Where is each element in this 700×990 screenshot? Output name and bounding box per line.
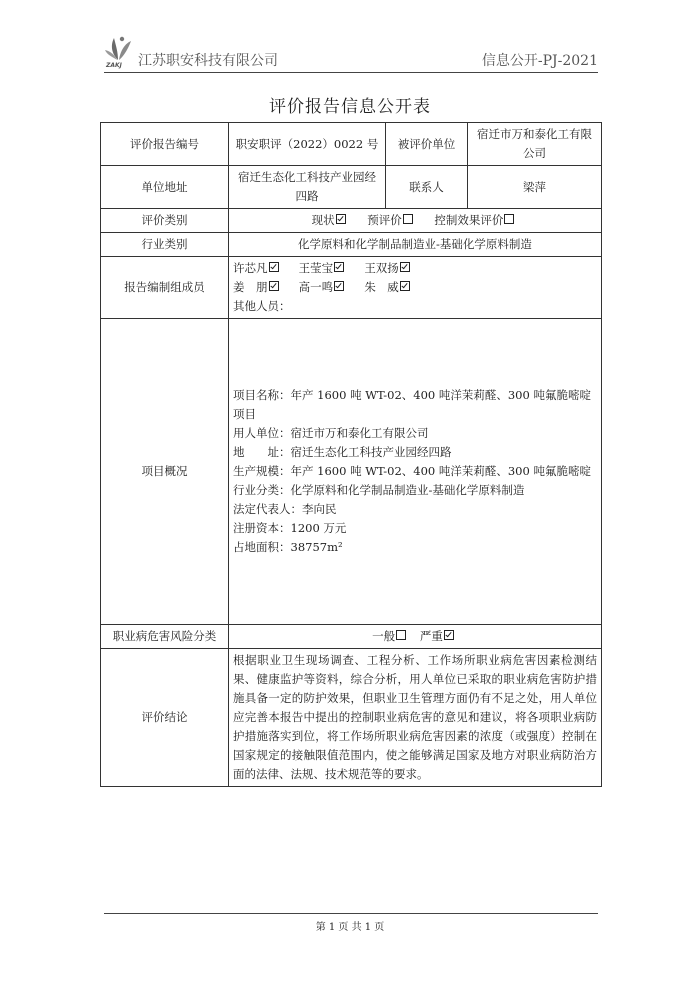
members-row — [233, 259, 597, 278]
risk-normal: 一般 — [372, 629, 410, 643]
footer-divider — [104, 913, 598, 914]
checkbox-empty-icon[interactable] — [396, 630, 406, 640]
member-5: 高一鸣 — [299, 278, 361, 297]
member-2: 王莹宝 — [299, 259, 361, 278]
eval-type-pre: 预评价 — [367, 213, 417, 227]
report-no-label: 评价报告编号 — [101, 123, 229, 166]
member-4: 姜 朋 — [233, 278, 295, 297]
conclusion-label: 评价结论 — [101, 649, 229, 787]
evaluated-unit-label: 被评价单位 — [386, 123, 468, 166]
checkbox-checked-icon[interactable] — [400, 262, 410, 272]
overview-industry: 行业分类：化学原料和化学制品制造业-基础化学原料制造 — [233, 483, 525, 497]
members-list — [229, 257, 602, 319]
eval-type-control: 控制效果评价 — [434, 213, 518, 227]
row-report-no — [101, 123, 602, 166]
page-number: 第 1 页 共 1 页 — [315, 922, 385, 933]
overview-legal-rep: 法定代表人：李向民 — [233, 502, 337, 516]
row-members — [101, 257, 602, 319]
overview-address: 地 址：宿迁生态化工科技产业园经四路 — [233, 445, 452, 459]
eval-type-options — [229, 209, 602, 233]
overview-capital: 注册资本：1200 万元 — [233, 521, 347, 535]
checkbox-checked-icon[interactable] — [334, 281, 344, 291]
evaluated-unit-value: 宿迁市万和泰化工有限公司 — [468, 123, 602, 166]
members-row — [233, 278, 597, 297]
company-logo — [104, 34, 140, 70]
checkbox-empty-icon[interactable] — [403, 214, 413, 224]
eval-type-current: 现状 — [312, 213, 350, 227]
others-label: 其他人员： — [233, 299, 291, 313]
overview-employer: 用人单位：宿迁市万和泰化工有限公司 — [233, 426, 429, 440]
checkbox-checked-icon[interactable] — [269, 262, 279, 272]
address-label: 单位地址 — [101, 166, 229, 209]
page-title: 评价报告信息公开表 — [269, 97, 431, 117]
member-6: 朱 威 — [364, 278, 426, 297]
page-header — [104, 32, 598, 73]
members-label: 报告编制组成员 — [101, 257, 229, 319]
document-id: 信息公开-PJ-2021 — [481, 53, 598, 69]
member-3: 王双扬 — [364, 259, 426, 278]
row-address — [101, 166, 602, 209]
industry-label: 行业类别 — [101, 233, 229, 257]
overview-label: 项目概况 — [101, 319, 229, 625]
report-no-value: 职安职评（2022）0022 号 — [229, 123, 386, 166]
industry-value: 化学原料和化学制品制造业-基础化学原料制造 — [229, 233, 602, 257]
info-table — [100, 122, 602, 787]
overview-scale: 生产规模：年产 1600 吨 WT-02、400 吨洋茉莉醛、300 吨氟脆嘧啶 — [233, 464, 591, 478]
row-risk — [101, 625, 602, 649]
conclusion-text: 根据职业卫生现场调查、工程分析、工作场所职业病危害因素检测结果、健康监护等资料，综合分析，用人单位已采取的职业病危害防护措施具备一定的防护效果，但职业卫生管理方面仍有不足之处，用人单位应完善本报告中提出的控制职业病危害的意见和建议，将各项职业病防护措施落实到位，将工作场所职业病危害因素的浓度（或强度）控制在国家规定的接触限值范围内，使之能够满足国家及地方对职业病防治方面的法律、法规、技术规范等的要求。 — [229, 649, 602, 787]
overview-area: 占地面积：38757m² — [233, 540, 343, 554]
overview-project-name: 项目名称：年产 1600 吨 WT-02、400 吨洋茉莉醛、300 吨氟脆嘧啶项目 — [233, 388, 591, 421]
risk-severe: 严重 — [420, 629, 458, 643]
row-overview — [101, 319, 602, 625]
company-name: 江苏职安科技有限公司 — [138, 53, 278, 69]
risk-options — [229, 625, 602, 649]
address-value: 宿迁生态化工科技产业园经四路 — [229, 166, 386, 209]
checkbox-checked-icon[interactable] — [269, 281, 279, 291]
contact-value: 梁萍 — [468, 166, 602, 209]
row-conclusion — [101, 649, 602, 787]
logo-text: ZAKJ — [106, 62, 122, 69]
checkbox-empty-icon[interactable] — [504, 214, 514, 224]
overview-content — [229, 319, 602, 625]
checkbox-checked-icon[interactable] — [444, 630, 454, 640]
checkbox-checked-icon[interactable] — [336, 214, 346, 224]
row-eval-type — [101, 209, 602, 233]
checkbox-checked-icon[interactable] — [334, 262, 344, 272]
checkbox-checked-icon[interactable] — [400, 281, 410, 291]
leaf-logo-icon — [104, 34, 134, 62]
contact-label: 联系人 — [386, 166, 468, 209]
member-1: 许芯凡 — [233, 259, 295, 278]
row-industry — [101, 233, 602, 257]
risk-label: 职业病危害风险分类 — [101, 625, 229, 649]
eval-type-label: 评价类别 — [101, 209, 229, 233]
